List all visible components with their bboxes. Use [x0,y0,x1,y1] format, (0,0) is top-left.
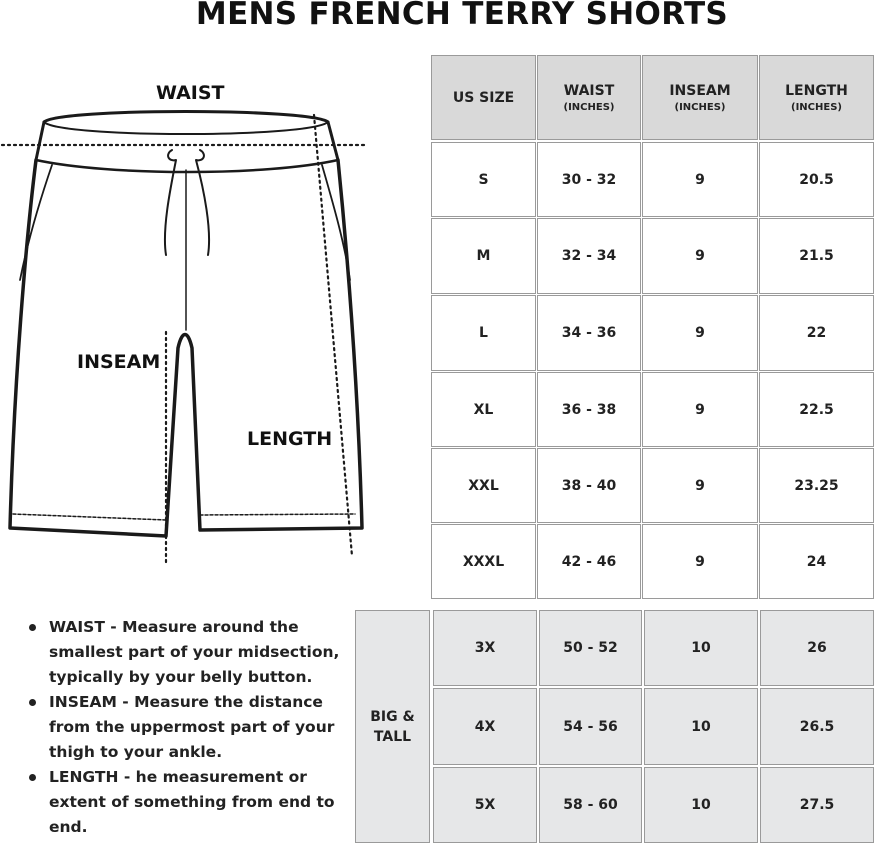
inseam-cell: 10 [644,767,758,843]
shorts-illustration [0,70,372,580]
waist-label: WAIST [156,82,225,104]
inseam-cell: 9 [642,448,758,523]
header-waist [537,55,641,140]
waist-cell: 42 - 46 [537,524,641,599]
size-cell: XXL [431,448,536,523]
header-label: US SIZE [452,89,515,106]
size-cell: L [431,295,536,371]
waist-cell: 58 - 60 [539,767,642,843]
note-inseam: INSEAM - Measure the distance from the uppermost part of your thigh to your ankle. [26,690,346,765]
header-inseam [642,55,758,140]
waist-cell: 50 - 52 [539,610,642,686]
length-cell: 22.5 [759,372,874,447]
waist-cell: 32 - 34 [537,218,641,294]
big-tall-label [355,610,430,843]
length-cell: 21.5 [759,218,874,294]
size-cell: XXXL [431,524,536,599]
size-cell: XL [431,372,536,447]
inseam-cell: 9 [642,524,758,599]
header-us-size [431,55,536,140]
inseam-cell: 10 [644,688,758,765]
length-cell: 26 [760,610,874,686]
inseam-cell: 9 [642,295,758,371]
note-length: LENGTH - he measurement or extent of something from end to end. [26,765,346,840]
size-cell: S [431,142,536,217]
waist-cell: 54 - 56 [539,688,642,765]
size-cell: 4X [433,688,537,765]
waist-cell: 34 - 36 [537,295,641,371]
shorts-diagram [0,70,372,580]
measurement-notes [26,615,346,840]
waist-cell: 38 - 40 [537,448,641,523]
length-cell: 22 [759,295,874,371]
length-cell: 27.5 [760,767,874,843]
page-title: MENS FRENCH TERRY SHORTS [195,0,729,32]
inseam-cell: 10 [644,610,758,686]
header-unit: (INCHES) [674,101,726,113]
header-label: INSEAM [669,82,731,99]
big-tall-label-line1: BIG & [370,708,415,725]
header-unit: (INCHES) [563,101,615,113]
size-cell: 3X [433,610,537,686]
inseam-cell: 9 [642,142,758,217]
inseam-label: INSEAM [77,351,161,373]
header-length [759,55,874,140]
length-cell: 23.25 [759,448,874,523]
note-waist: WAIST - Measure around the smallest part of your midsection, typically by your belly button. [26,615,346,690]
inseam-cell: 9 [642,218,758,294]
length-cell: 20.5 [759,142,874,217]
inseam-cell: 9 [642,372,758,447]
size-cell: 5X [433,767,537,843]
header-label: WAIST [563,82,615,99]
length-label: LENGTH [247,428,333,450]
waist-cell: 30 - 32 [537,142,641,217]
length-cell: 24 [759,524,874,599]
size-cell: M [431,218,536,294]
header-label: LENGTH [785,82,848,99]
waist-cell: 36 - 38 [537,372,641,447]
header-unit: (INCHES) [791,101,842,113]
length-cell: 26.5 [760,688,874,765]
big-tall-label-line2: TALL [373,728,412,745]
